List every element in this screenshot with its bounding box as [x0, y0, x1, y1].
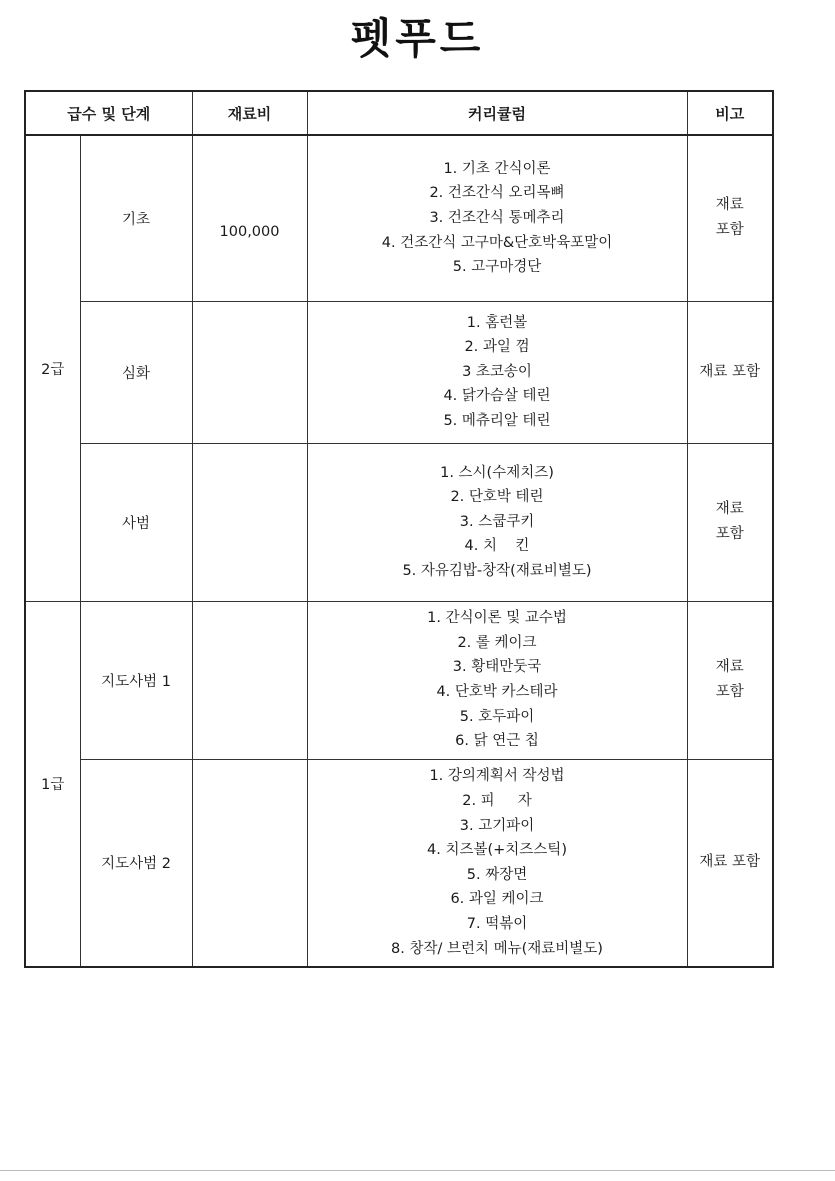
curriculum-item: 3 초코송이: [462, 363, 532, 380]
curriculum-item: 1. 간식이론 및 교수법: [427, 610, 567, 627]
curriculum-item: 2. 롤 케이크: [457, 634, 537, 651]
stage-name: 지도사범 2: [80, 759, 192, 967]
curriculum-item: 4. 치즈볼(+치즈스틱): [427, 842, 567, 859]
curriculum-item: 2. 피 자: [462, 792, 532, 809]
curriculum-item: 2. 과일 껌: [464, 339, 530, 356]
note-line: 재료 포함: [699, 854, 761, 871]
curriculum-item: 8. 창작/ 브런치 메뉴(재료비별도): [391, 940, 603, 957]
curriculum-item: 5. 메츄리알 테린: [443, 412, 551, 429]
table-row: [25, 135, 773, 301]
curriculum-item: 3. 스쿱쿠키: [459, 513, 535, 530]
curriculum-item: 7. 떡볶이: [466, 915, 528, 932]
page-bottom-rule: [0, 1170, 835, 1171]
curriculum-item: 5. 짜장면: [466, 866, 528, 883]
note-cell: [687, 301, 773, 443]
stage-name: 기초: [80, 135, 192, 301]
curriculum-item: 6. 과일 케이크: [450, 891, 544, 908]
note-line: 포함: [715, 684, 744, 700]
note-line: 포함: [715, 526, 744, 542]
curriculum-item: 3. 황태만둣국: [452, 659, 542, 676]
curriculum-item: 4. 치 킨: [464, 538, 530, 555]
curriculum-item: 1. 강의계획서 작성법: [429, 768, 565, 785]
curriculum-item: 2. 단호박 테린: [450, 489, 544, 506]
grade-cell: 2급: [25, 135, 80, 601]
table-row: [25, 759, 773, 967]
table-row: [25, 443, 773, 601]
curriculum-cell: [307, 135, 687, 301]
curriculum-table: [24, 90, 774, 968]
curriculum-cell: [307, 301, 687, 443]
fee-cell: 100,000: [192, 135, 307, 301]
curriculum-item: 3. 고기파이: [459, 817, 535, 834]
page-title: 펫푸드: [350, 14, 485, 63]
note-cell: [687, 759, 773, 967]
curriculum-item: 5. 고구마경단: [452, 259, 542, 276]
curriculum-item: 1. 스시(수제치즈): [440, 464, 554, 481]
grade-cell: 1급: [25, 601, 80, 967]
curriculum-item: 2. 건조간식 오리목뼈: [429, 185, 565, 202]
curriculum-item: 4. 단호박 카스테라: [436, 684, 558, 700]
curriculum-item: 5. 호두파이: [459, 708, 535, 725]
note-cell: [687, 443, 773, 601]
header-note: 비고: [687, 91, 773, 135]
stage-name: 사범: [80, 443, 192, 601]
fee-cell: [192, 443, 307, 601]
note-line: 재료 포함: [699, 363, 761, 380]
stage-name: 지도사범 1: [80, 601, 192, 759]
fee-cell: [192, 301, 307, 443]
note-line: 재료: [715, 197, 744, 214]
curriculum-item: 1. 기초 간식이론: [443, 160, 551, 177]
table-row: [25, 301, 773, 443]
curriculum-cell: [307, 759, 687, 967]
curriculum-item: 5. 자유김밥-창작(재료비별도): [402, 562, 592, 579]
header-curriculum: 커리큘럼: [307, 91, 687, 135]
note-cell: [687, 135, 773, 301]
note-line: 재료: [715, 659, 744, 675]
fee-cell: [192, 759, 307, 967]
note-line: 포함: [715, 222, 744, 239]
fee-cell: [192, 601, 307, 759]
curriculum-item: 1. 홈런볼: [466, 314, 528, 331]
curriculum-cell: [307, 443, 687, 601]
curriculum-item: 3. 건조간식 통메추리: [429, 209, 565, 226]
header-row: [25, 91, 773, 135]
curriculum-item: 4. 건조간식 고구마&단호박육포말이: [381, 234, 613, 251]
curriculum-item: 6. 닭 연근 칩: [455, 733, 539, 750]
table-row: [25, 601, 773, 759]
note-cell: [687, 601, 773, 759]
stage-name: 심화: [80, 301, 192, 443]
header-level: 급수 및 단계: [25, 91, 192, 135]
header-fee: 재료비: [192, 91, 307, 135]
curriculum-cell: [307, 601, 687, 759]
note-line: 재료: [715, 501, 744, 517]
curriculum-item: 4. 닭가슴살 테린: [443, 388, 551, 405]
